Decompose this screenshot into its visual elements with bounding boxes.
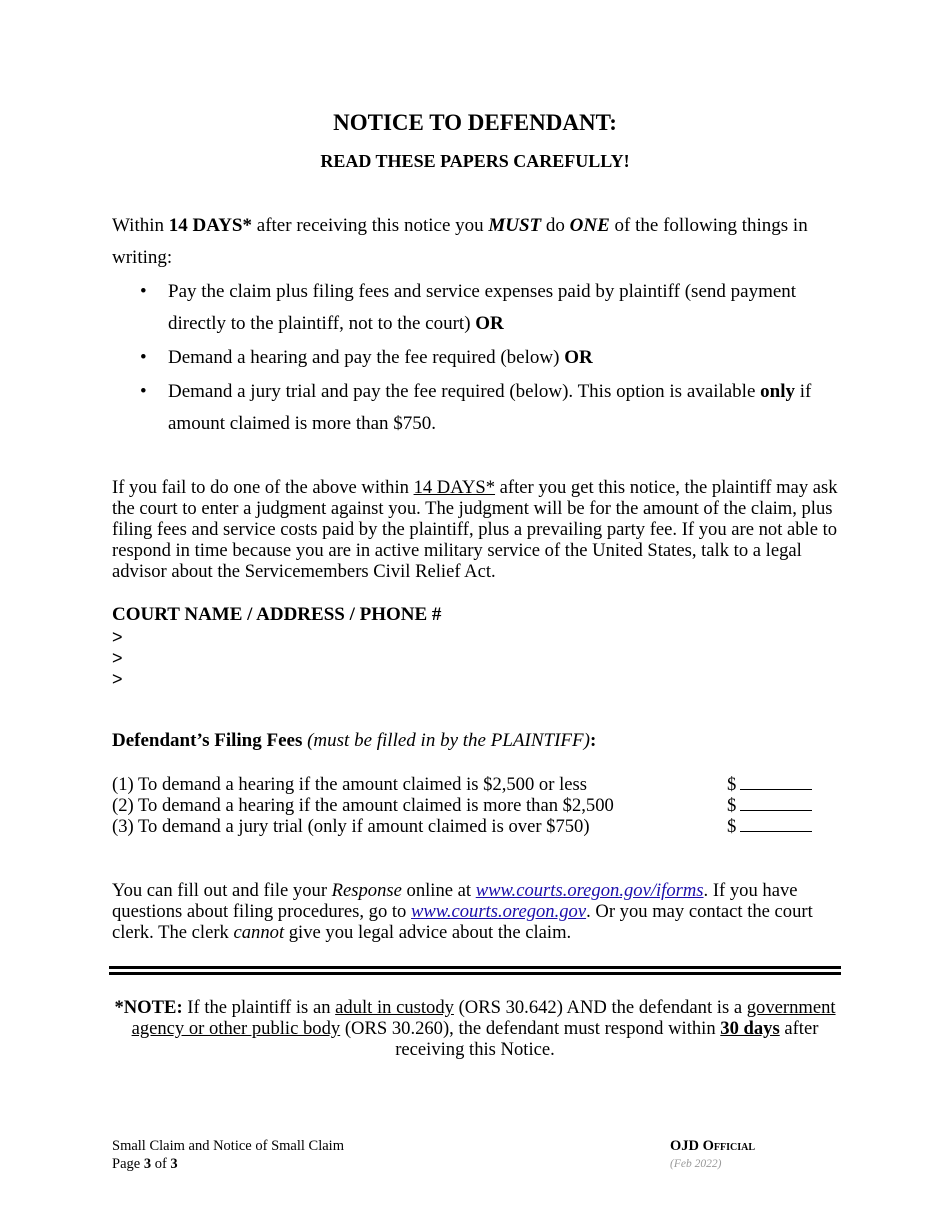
option-pay: [112, 276, 852, 340]
fee-amount-blank[interactable]: [740, 774, 812, 790]
online-paragraph: [112, 880, 852, 943]
courts-link[interactable]: www.courts.oregon.gov: [411, 901, 587, 922]
fees-heading-title: Defendant’s Filing Fees: [112, 730, 303, 751]
intro-one: ONE: [569, 215, 610, 236]
intro-text: after receiving this notice you: [252, 215, 489, 236]
fee-amount: [727, 795, 812, 817]
page-word: Page: [112, 1156, 144, 1172]
official-label: OJD Official: [670, 1138, 756, 1154]
footer-form-info: [112, 1137, 344, 1173]
fee-row-hearing-small: [112, 774, 822, 795]
divider: [109, 966, 841, 969]
failure-text: If you fail to do one of the above within: [112, 477, 414, 498]
court-name-field[interactable]: >: [112, 627, 123, 647]
fee-row-jury: [112, 816, 822, 837]
fee-amount-blank[interactable]: [740, 795, 812, 811]
online-text: . If you have questions about filing procedures, go to: [112, 880, 798, 922]
note-label: *NOTE:: [114, 997, 183, 1018]
option-or: OR: [475, 313, 504, 334]
fees-heading: [112, 730, 596, 752]
option-hearing-text: Demand a hearing and pay the fee required (below): [168, 347, 565, 368]
page-total: 3: [170, 1156, 178, 1172]
fees-heading-note: (must be filled in by the PLAINTIFF): [302, 730, 590, 751]
bullet-icon: •: [140, 347, 147, 368]
divider: [109, 972, 841, 975]
option-only: only: [760, 381, 796, 402]
note-text: (ORS 30.260), the defendant must respond within: [340, 1018, 721, 1039]
intro-days: 14 DAYS*: [168, 215, 253, 236]
intro-text: Within: [112, 215, 169, 236]
bullet-icon: •: [140, 381, 147, 402]
option-or: OR: [564, 347, 593, 368]
online-text: give you legal advice about the claim.: [284, 922, 572, 943]
page-of: of: [151, 1156, 171, 1172]
currency-symbol: $: [727, 774, 737, 795]
online-text: online at: [401, 880, 476, 901]
online-text: . Or you may contact the court clerk. The clerk: [112, 901, 813, 943]
option-jury-text: Demand a jury trial and pay the fee required (below). This option is available: [168, 381, 761, 402]
intro-text: do: [541, 215, 570, 236]
footer-page-number: [112, 1155, 344, 1173]
fees-heading-colon: :: [589, 730, 597, 751]
footer-official: [670, 1137, 755, 1173]
fee-amount-blank[interactable]: [740, 816, 812, 832]
note-text: after receiving this Notice.: [395, 1018, 819, 1060]
fee-amount: [727, 774, 812, 796]
failure-text: after you get this notice, the plaintiff may ask the court to enter a judgment against you. The judgment will be for the amount of the claim, plus filing fees and service costs paid by the plaintiff, plus a prevailing party fee. If you are not able to respond in time because you are in active military service of the United States, talk to a legal advisor about the Servicemembers Civil Relief Act.: [112, 477, 838, 582]
fee-label: (2) To demand a hearing if the amount claimed is more than $2,500: [112, 795, 614, 816]
note-days: 30 days: [720, 1018, 780, 1039]
iforms-link[interactable]: www.courts.oregon.gov/iforms: [475, 880, 704, 901]
failure-paragraph: [112, 477, 852, 582]
fee-amount: [727, 816, 812, 838]
failure-days: 14 DAYS*: [413, 477, 496, 498]
revision-date: (Feb 2022): [670, 1158, 722, 1170]
option-jury-text: if amount claimed is more than $750.: [168, 381, 812, 434]
currency-symbol: $: [727, 795, 737, 816]
court-phone-field[interactable]: >: [112, 669, 123, 689]
page-title: NOTICE TO DEFENDANT:: [333, 110, 617, 135]
page-current: 3: [143, 1156, 152, 1172]
court-heading: COURT NAME / ADDRESS / PHONE #: [112, 604, 442, 625]
options-list: [112, 276, 852, 440]
online-cannot: cannot: [233, 922, 285, 943]
fee-row-hearing-large: [112, 795, 822, 816]
note-text: If the plaintiff is an: [182, 997, 336, 1018]
intro-must: MUST: [488, 215, 542, 236]
fee-label: (3) To demand a jury trial (only if amount claimed is over $750): [112, 816, 590, 837]
currency-symbol: $: [727, 816, 737, 837]
footer-form-name: Small Claim and Notice of Small Claim: [112, 1138, 344, 1154]
fee-label: (1) To demand a hearing if the amount claimed is $2,500 or less: [112, 774, 587, 795]
option-pay-text: Pay the claim plus filing fees and service expenses paid by plaintiff (send payment directly to the plaintiff, not to the court): [168, 281, 797, 334]
note-adult-in-custody: adult in custody: [335, 997, 454, 1018]
intro-text: of the following things in writing:: [112, 215, 808, 268]
note-text: (ORS 30.642) AND the defendant is a: [453, 997, 747, 1018]
custody-note: [112, 997, 838, 1060]
intro-paragraph: [112, 210, 852, 274]
online-text: You can fill out and file your: [112, 880, 332, 901]
online-response: Response: [331, 880, 402, 901]
option-hearing: [112, 342, 852, 374]
bullet-icon: •: [140, 281, 147, 302]
court-address-field[interactable]: >: [112, 648, 123, 668]
note-government-agency: government agency or other public body: [131, 997, 836, 1039]
page-subtitle: READ THESE PAPERS CAREFULLY!: [320, 151, 630, 171]
option-jury: [112, 376, 852, 440]
